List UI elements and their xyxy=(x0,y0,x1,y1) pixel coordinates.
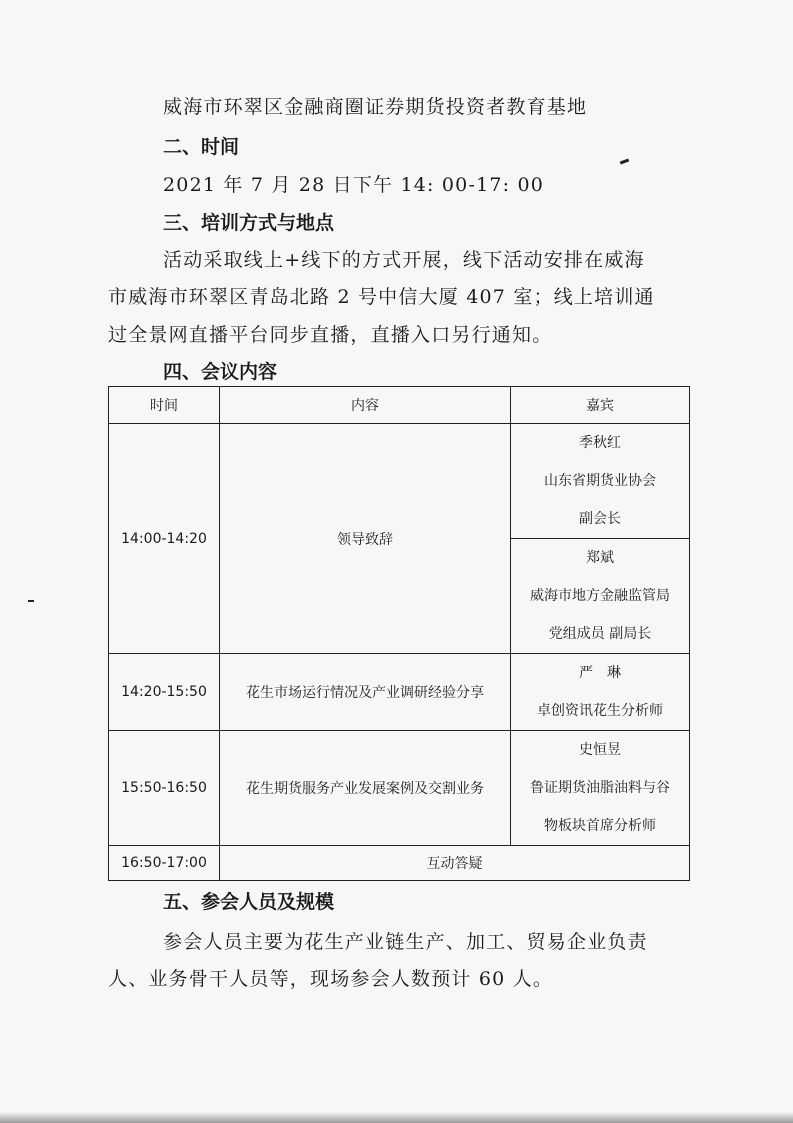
participants-line: 人、业务骨干人员等，现场参会人数预计 60 人。 xyxy=(108,968,554,990)
time-cell: 14:20-15:50 xyxy=(109,654,220,731)
guest-org: 威海市地方金融监管局 xyxy=(530,588,670,604)
guest-name: 郑斌 xyxy=(586,550,614,566)
guest-name: 史恒昱 xyxy=(579,742,621,758)
time-cell: 16:50-17:00 xyxy=(109,846,220,881)
content-cell: 领导致辞 xyxy=(220,424,511,654)
table-header-row xyxy=(109,387,690,424)
guest-cell xyxy=(511,539,690,654)
column-header-content: 内容 xyxy=(220,387,511,424)
time-cell: 15:50-16:50 xyxy=(109,731,220,846)
column-header-guest: 嘉宾 xyxy=(511,387,690,424)
content-cell: 花生市场运行情况及产业调研经验分享 xyxy=(220,654,511,731)
section-heading-participants: 五、参会人员及规模 xyxy=(163,891,335,913)
content-cell: 互动答疑 xyxy=(220,846,690,881)
guest-title: 物板块首席分析师 xyxy=(544,818,656,834)
table-row xyxy=(109,846,690,881)
agenda-table xyxy=(108,386,690,881)
table-row xyxy=(109,654,690,731)
guest-org: 鲁证期货油脂油料与谷 xyxy=(530,780,670,796)
method-line: 过全景网直播平台同步直播，直播入口另行通知。 xyxy=(108,324,553,346)
guest-title: 卓创资讯花生分析师 xyxy=(537,703,663,719)
table-row xyxy=(109,424,690,539)
column-header-time: 时间 xyxy=(109,387,220,424)
guest-cell xyxy=(511,654,690,731)
guest-title: 党组成员 副局长 xyxy=(548,626,652,642)
method-line: 活动采取线上+线下的方式开展，线下活动安排在威海 xyxy=(163,249,645,271)
scan-speck xyxy=(28,600,34,602)
guest-name: 严 琳 xyxy=(579,665,621,681)
method-line: 市威海市环翠区青岛北路 2 号中信大厦 407 室；线上培训通 xyxy=(108,286,655,308)
content-cell: 花生期货服务产业发展案例及交割业务 xyxy=(220,731,511,846)
section-heading-method: 三、培训方式与地点 xyxy=(163,212,335,234)
section-heading-agenda: 四、会议内容 xyxy=(163,361,278,383)
participants-line: 参会人员主要为花生产业链生产、加工、贸易企业负责 xyxy=(163,931,648,953)
table-row xyxy=(109,731,690,846)
section-heading-time: 二、时间 xyxy=(163,136,240,158)
guest-cell xyxy=(511,424,690,539)
scan-edge-shadow xyxy=(0,1112,793,1123)
intro-line: 威海市环翠区金融商圈证券期货投资者教育基地 xyxy=(163,96,588,118)
guest-title: 副会长 xyxy=(579,511,621,527)
guest-name: 季秋红 xyxy=(579,435,621,451)
guest-cell xyxy=(511,731,690,846)
time-text: 2021 年 7 月 28 日下午 14: 00-17: 00 xyxy=(163,174,545,196)
guest-org: 山东省期货业协会 xyxy=(544,473,656,489)
time-cell: 14:00-14:20 xyxy=(109,424,220,654)
scan-speck xyxy=(620,159,629,165)
